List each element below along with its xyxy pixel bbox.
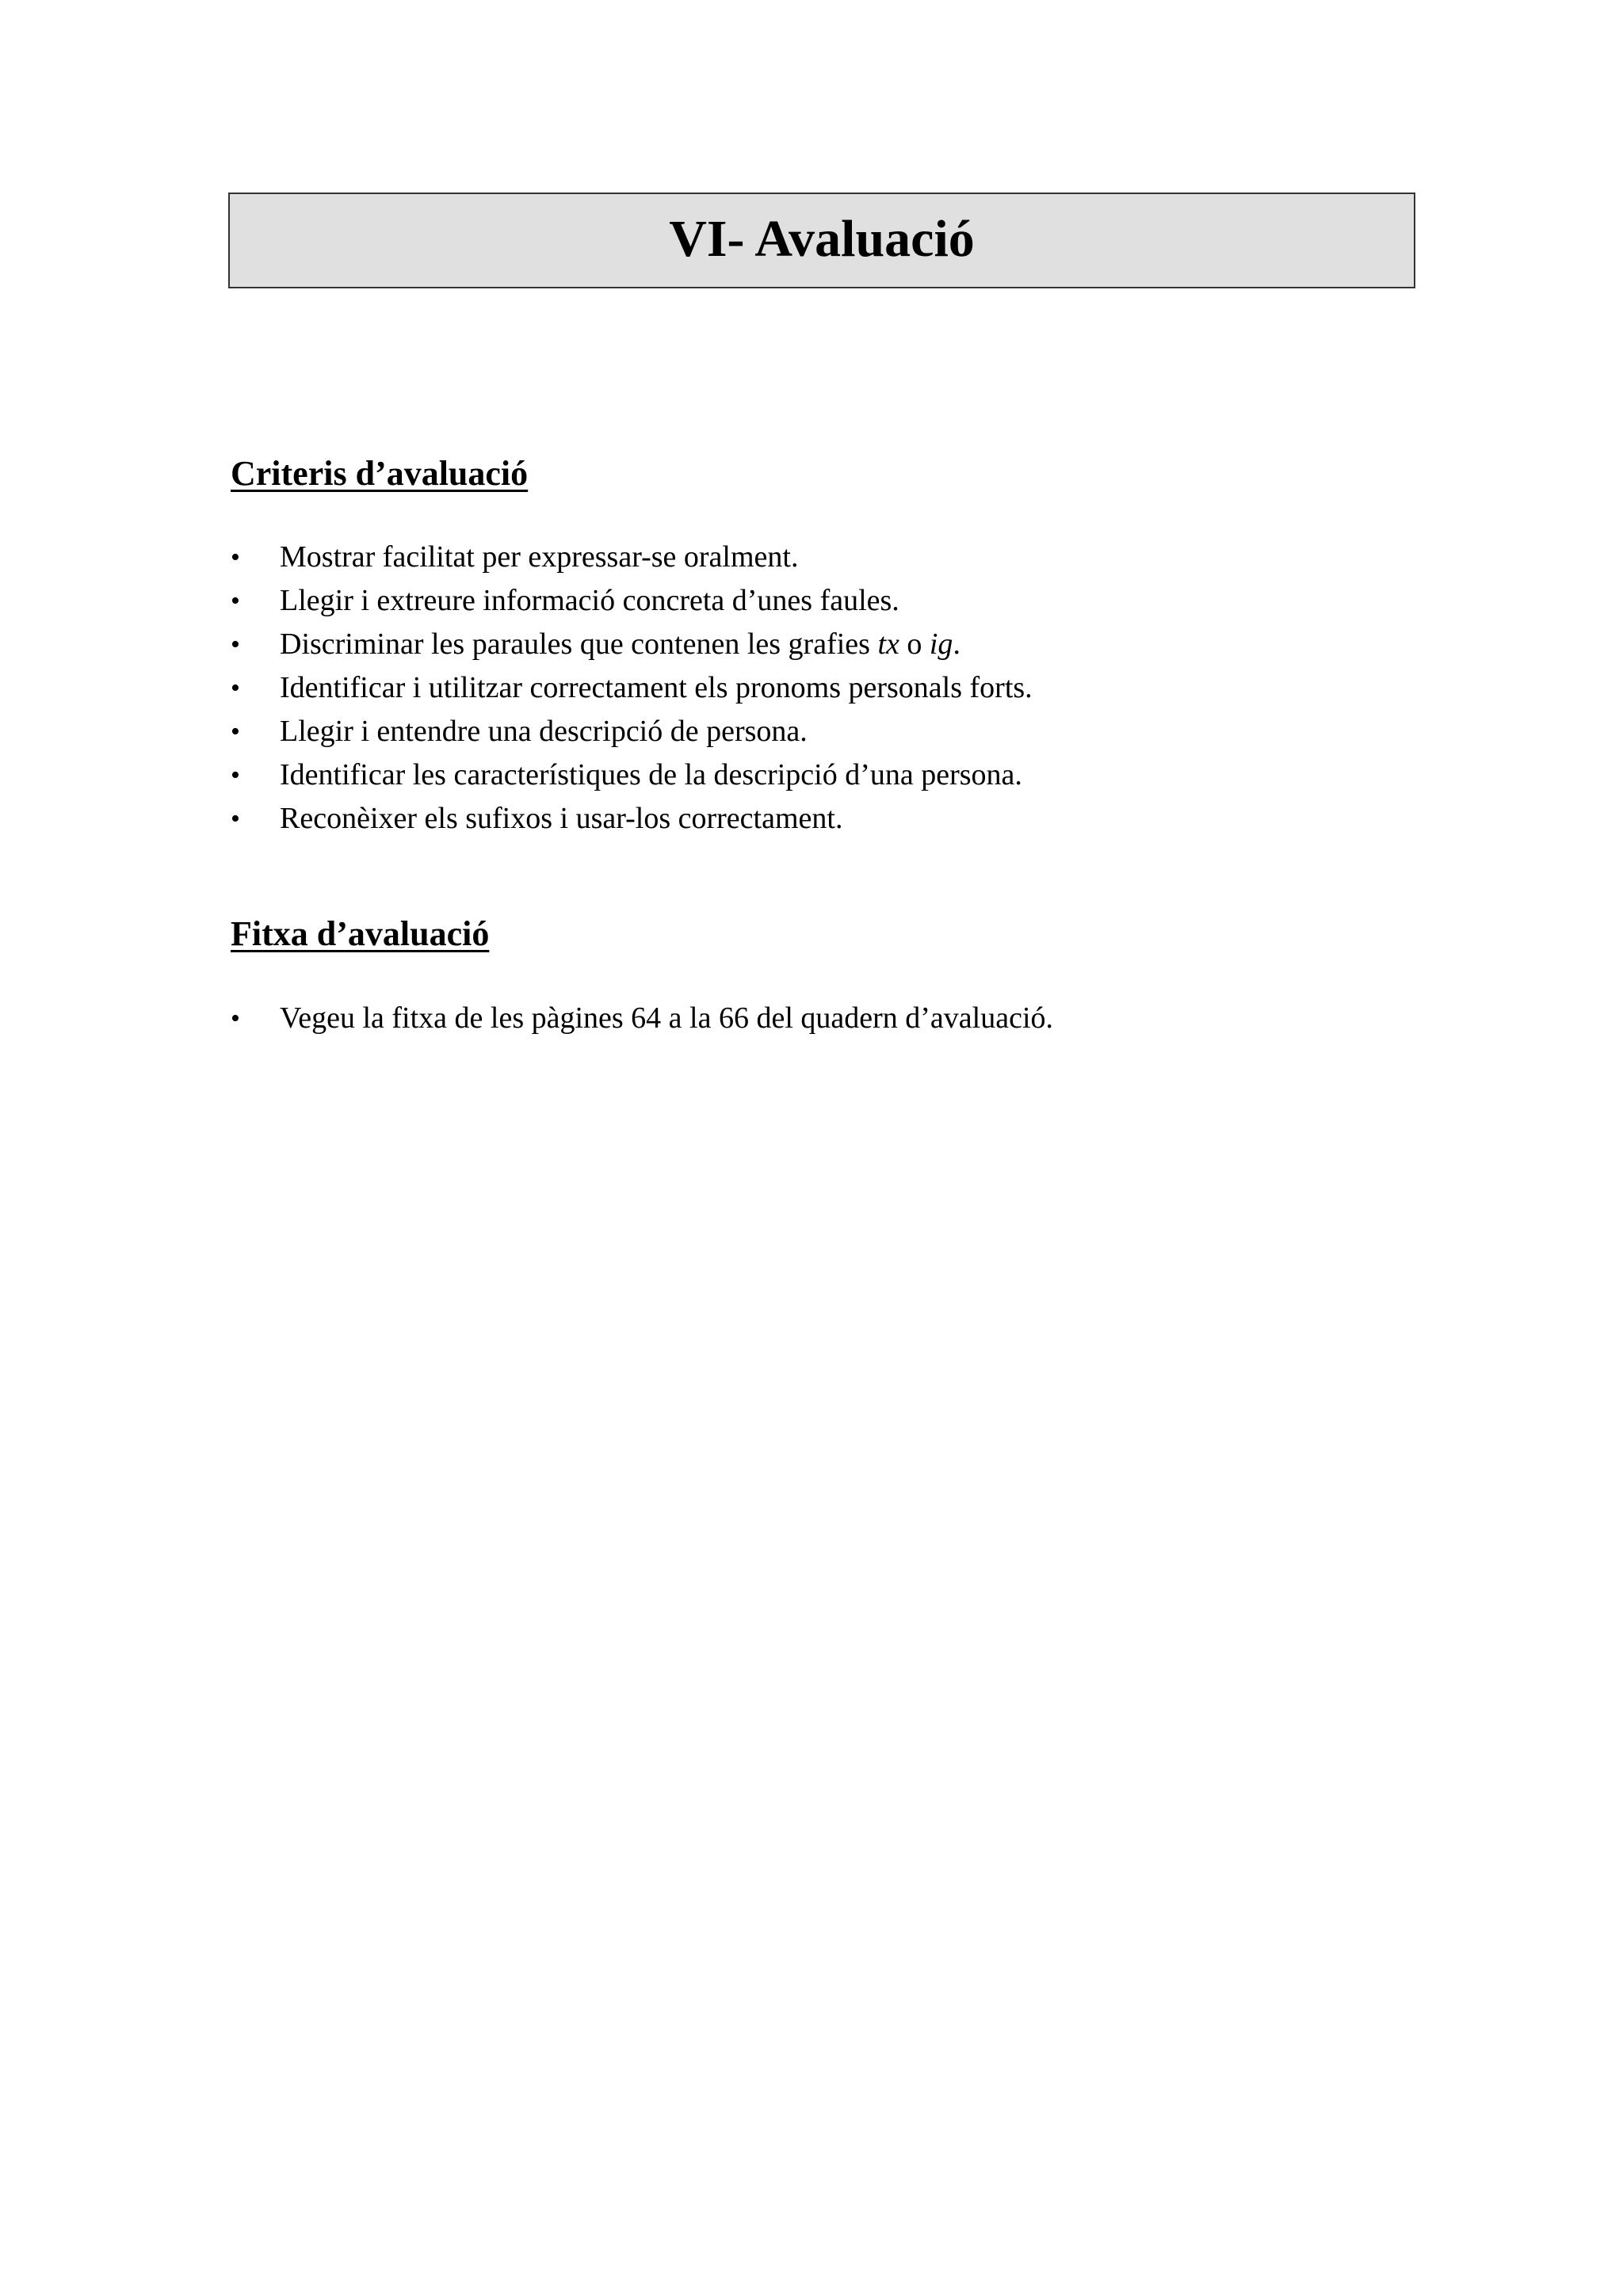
list-item-text: Llegir i extreure informació concreta d’unes faules. (280, 584, 899, 617)
bullet-icon: • (231, 630, 240, 659)
bullet-icon: • (231, 717, 240, 746)
list-item (231, 997, 1053, 1040)
criteris-list (231, 536, 1033, 841)
list-item (231, 536, 1033, 579)
list-item-text: Identificar les característiques de la descripció d’una persona. (280, 758, 1022, 791)
list-item (231, 753, 1033, 797)
bullet-icon: • (231, 673, 240, 703)
fitxa-list (231, 997, 1053, 1040)
bullet-icon: • (231, 543, 240, 572)
list-item-text: Reconèixer els sufixos i usar-los correctament. (280, 802, 843, 835)
section-heading-fitxa: Fitxa d’avaluació (231, 914, 490, 953)
title-box (228, 193, 1415, 288)
list-item (231, 797, 1033, 841)
page-title: VI- Avaluació (669, 209, 975, 268)
list-item (231, 579, 1033, 623)
list-item (231, 623, 1033, 666)
bullet-icon: • (231, 586, 240, 616)
grafia-tx: tx (877, 627, 899, 661)
bullet-icon: • (231, 1004, 240, 1033)
list-item-text-part: . (953, 627, 960, 661)
list-item-text: Mostrar facilitat per expressar-se oralment. (280, 540, 799, 574)
section-heading-criteris: Criteris d’avaluació (231, 454, 529, 493)
list-item-text: Identificar i utilitzar correctament els pronoms personals forts. (280, 671, 1033, 704)
list-item-text (280, 627, 960, 661)
grafia-ig: ig (929, 627, 953, 661)
list-item-text-part: o (899, 627, 930, 661)
bullet-icon: • (231, 761, 240, 790)
list-item-text: Vegeu la fitxa de les pàgines 64 a la 66 del quadern d’avaluació. (280, 1001, 1054, 1035)
list-item-text-part: Discriminar les paraules que contenen les grafies (280, 627, 878, 661)
list-item (231, 666, 1033, 710)
list-item (231, 710, 1033, 753)
bullet-icon: • (231, 804, 240, 833)
list-item-text: Llegir i entendre una descripció de persona. (280, 715, 808, 748)
